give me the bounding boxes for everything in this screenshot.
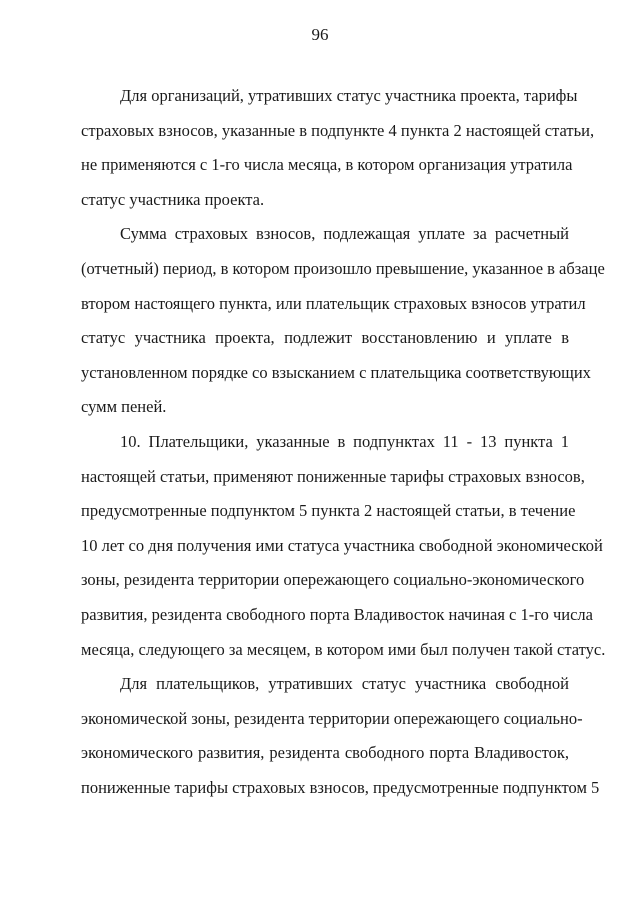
document-body — [81, 79, 606, 805]
text-line: сумм пеней. — [81, 397, 167, 417]
text-line: месяца, следующего за месяцем, в котором ими был получен такой статус. — [81, 639, 606, 659]
paragraph-2 — [81, 217, 605, 425]
text-line: предусмотренные подпунктом 5 пункта 2 настоящей статьи, в течение — [81, 501, 576, 521]
text-line: (отчетный) период, в котором произошло превышение, указанное в абзаце — [81, 258, 605, 278]
text-line: настоящей статьи, применяют пониженные тарифы страховых взносов, — [81, 466, 585, 486]
text-line: пониженные тарифы страховых взносов, предусмотренные подпунктом 5 — [81, 777, 600, 797]
text-line: статус участника проекта. — [81, 189, 265, 209]
text-line: статус участника проекта, подлежит восстановлению и уплате в — [81, 328, 569, 348]
text-line: не применяются с 1-го числа месяца, в котором организация утратила — [81, 155, 573, 175]
text-line: страховых взносов, указанные в подпункте 4 пункта 2 настоящей статьи, — [81, 120, 595, 140]
paragraph-1 — [81, 79, 595, 217]
text-line: зоны, резидента территории опережающего социально-экономического — [81, 570, 585, 590]
text-line: Для организаций, утративших статус участника проекта, тарифы — [120, 86, 578, 105]
text-line: 10. Плательщики, указанные в подпунктах 11 - 13 пункта 1 — [120, 431, 569, 451]
text-line: развития, резидента свободного порта Владивосток начиная с 1-го числа — [81, 604, 593, 624]
text-line: Для плательщиков, утративших статус участника свободной — [120, 674, 569, 694]
text-line: экономического развития, резидента свободного порта Владивосток, — [81, 743, 569, 763]
paragraph-3 — [81, 425, 606, 667]
text-line: экономической зоны, резидента территории опережающего социально- — [81, 708, 583, 728]
text-line: втором настоящего пункта, или плательщик страховых взносов утратил — [81, 293, 586, 313]
text-line: установленном порядке со взысканием с плательщика соответствующих — [81, 362, 591, 382]
page-number: 96 — [311, 25, 329, 44]
paragraph-4 — [81, 667, 600, 805]
text-line: Сумма страховых взносов, подлежащая уплате за расчетный — [120, 224, 569, 244]
text-line: 10 лет со дня получения ими статуса участника свободной экономической — [81, 535, 603, 555]
